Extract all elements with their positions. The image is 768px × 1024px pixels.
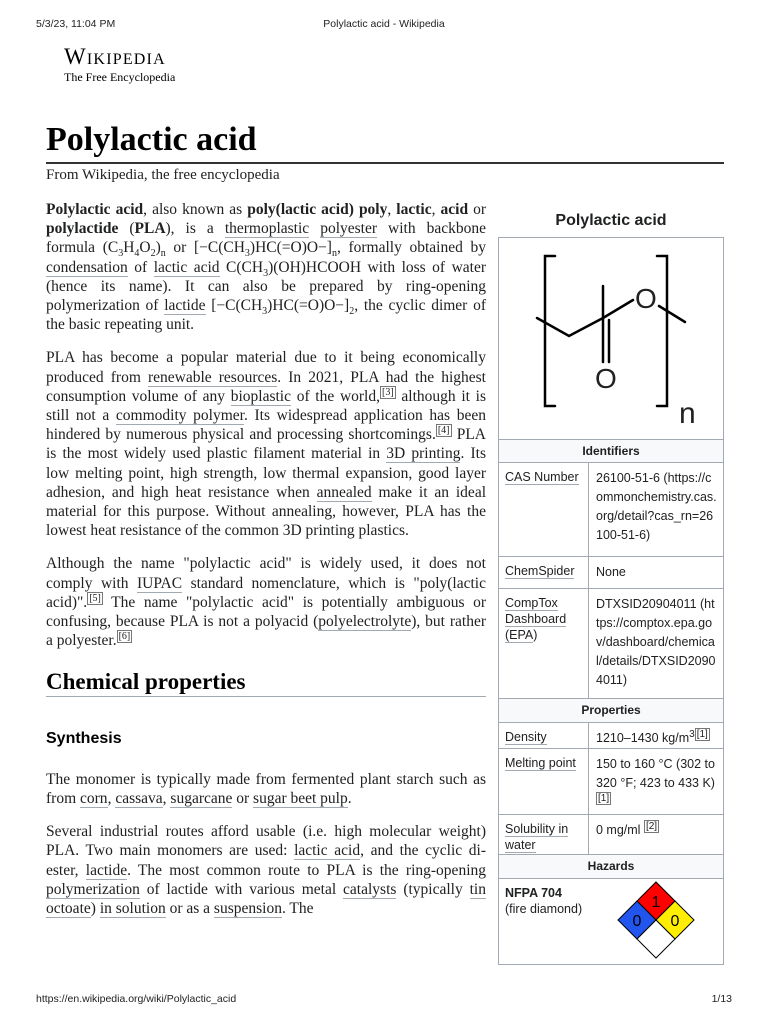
print-date: 5/3/23, 11:04 PM <box>36 18 116 30</box>
link-lactide[interactable]: lactide <box>85 861 128 879</box>
text: , and the cyclic di-ester, <box>46 842 487 879</box>
text: C(CH <box>219 258 264 276</box>
text: Although the name "polylactic acid" is widely used, it does not comply with <box>46 555 486 592</box>
subscript: 2 <box>349 306 355 318</box>
solubility-label <box>499 815 589 854</box>
link-catalysts[interactable]: catalysts <box>343 880 397 898</box>
print-title: Polylactic acid - Wikipedia <box>323 18 445 30</box>
flammability-value: 1 <box>651 894 661 911</box>
text: . The <box>281 900 314 918</box>
text: 1210–1430 kg/m <box>596 731 690 745</box>
row-solubility <box>498 815 724 855</box>
wikipedia-logo[interactable] <box>64 44 175 84</box>
link-thermoplastic[interactable]: thermoplastic <box>224 220 310 238</box>
superscript: 3 <box>689 728 695 740</box>
subscript: 2 <box>150 248 156 260</box>
subscript: 3 <box>118 248 124 260</box>
print-footer <box>36 993 732 1009</box>
article-body <box>46 200 486 932</box>
reference-link[interactable]: [5] <box>89 592 101 604</box>
text: . In 2021, PLA had the highest consumption volume of any <box>46 368 486 405</box>
text: standard nomenclature, which is "poly(lactic acid)". <box>46 574 486 611</box>
bold-term: Polylactic acid <box>46 201 144 218</box>
link-in-solution[interactable]: in solution <box>99 900 166 918</box>
text: , <box>431 201 441 218</box>
text: )HC(=O)O−] <box>249 239 332 257</box>
link-sugar-beet-pulp[interactable]: sugar beet pulp <box>253 790 348 808</box>
text: ) <box>155 239 161 257</box>
bold-term: acid <box>440 201 469 218</box>
from-line: From Wikipedia, the free encyclopedia <box>46 167 280 183</box>
paragraph-intro <box>46 200 486 334</box>
row-density <box>498 723 724 749</box>
melting-point-label <box>499 749 589 814</box>
text: . <box>347 790 352 808</box>
text: ), is a <box>165 220 225 238</box>
print-header <box>36 18 732 34</box>
reference-link[interactable]: [1] <box>696 728 708 740</box>
subscript: 3 <box>262 306 268 318</box>
text: ( <box>118 220 135 238</box>
paragraph-industrial-routes <box>46 822 486 918</box>
nfpa-link[interactable]: NFPA 704 <box>505 886 562 900</box>
link-polyelectrolyte[interactable]: polyelectrolyte <box>318 613 412 631</box>
reference-link[interactable]: [6] <box>118 631 131 643</box>
text: (typically <box>396 880 470 898</box>
link-renewable-resources[interactable]: renewable resources <box>147 368 278 386</box>
fire-diamond[interactable] <box>617 881 695 959</box>
text: or [−C(CH <box>165 239 245 257</box>
paragraph-naming <box>46 554 486 650</box>
text: ) <box>533 628 538 642</box>
melting-point-value <box>590 749 723 818</box>
infobox-title: Polylactic acid <box>555 212 667 229</box>
row-comptox <box>498 589 724 699</box>
comptox-label <box>499 589 589 698</box>
text: PLA is the most widely used plastic filament material in <box>46 426 486 463</box>
chemspider-link[interactable]: ChemSpider <box>505 564 575 578</box>
row-cas-number <box>498 463 724 557</box>
link-cassava[interactable]: cassava <box>115 790 163 808</box>
text: H <box>123 239 135 257</box>
text: . The most common route to PLA is the ring-opening <box>127 861 486 879</box>
text: PLA has become a popular material due to it being economically produced from <box>46 349 486 386</box>
text: of the world, <box>290 387 380 405</box>
link-condensation[interactable]: condensation <box>46 258 128 276</box>
paragraph-monomer <box>46 770 486 808</box>
text: 150 to 160 °C (302 to 320 °F; 423 to 433 K) <box>596 757 715 790</box>
paragraph-usage <box>46 348 486 540</box>
link-bioplastic[interactable]: bioplastic <box>230 387 291 405</box>
bold-term: lactic <box>396 201 432 218</box>
text: with backbone formula (C <box>46 220 486 257</box>
text: Several industrial routes afford usable (i.e. high molecular weight) PLA. Two main monomers are used: <box>46 823 486 860</box>
link-iupac[interactable]: IUPAC <box>137 574 183 592</box>
subscript: 4 <box>134 248 140 260</box>
text: , also known as <box>143 201 248 218</box>
link-lactide[interactable]: lactide <box>164 297 206 315</box>
text: although it is still not a <box>46 387 486 425</box>
text: of lactide with various metal <box>139 880 344 898</box>
text: The monomer is typically made from fermented plant starch such as from <box>46 770 486 808</box>
subscript: 3 <box>263 267 269 279</box>
link-lactic-acid[interactable]: lactic acid <box>153 258 220 276</box>
chemspider-value: None <box>596 565 626 579</box>
repeat-subscript-n: n <box>679 397 696 430</box>
fire-diamond-icon <box>617 881 695 959</box>
link-suspension[interactable]: suspension <box>213 900 282 918</box>
bold-term: poly(lactic acid) <box>247 201 354 218</box>
density-link[interactable]: Density <box>505 730 547 744</box>
text: ), but rather a polyester. <box>46 613 486 650</box>
density-label <box>499 723 589 748</box>
subscript: 3 <box>244 248 250 260</box>
print-url: https://en.wikipedia.org/wiki/Polylactic_acid <box>36 993 237 1005</box>
text: )HC(=O)O−] <box>267 297 350 315</box>
text <box>309 220 320 237</box>
infobox <box>498 207 724 965</box>
row-melting-point <box>498 749 724 815</box>
row-nfpa-704 <box>498 879 724 965</box>
comptox-value[interactable]: DTXSID20904011 (https://comptox.epa.gov/dashboard/chemical/details/DTXSID20904011) <box>596 597 716 687</box>
logo-wordmark: Wikipedia <box>64 44 166 69</box>
text: O <box>139 239 151 257</box>
text: ) <box>90 900 100 918</box>
reference-link[interactable]: [3] <box>382 386 394 398</box>
row-chemspider <box>498 557 724 589</box>
text: , <box>162 790 171 808</box>
link-lactic-acid[interactable]: lactic acid <box>294 842 361 860</box>
reference-link[interactable]: [4] <box>437 425 450 437</box>
epa-link[interactable]: EPA <box>509 628 534 642</box>
text: , the cyclic dimer of the basic repeating unit. <box>46 297 486 334</box>
text: [−C(CH <box>205 297 263 315</box>
bold-term: poly <box>358 201 388 218</box>
text: , <box>107 790 116 808</box>
section-hazards: Hazards <box>498 855 724 879</box>
nfpa-label <box>499 879 589 964</box>
text: make it an ideal material for this purpose. Without annealing, however, PLA has the lowest heat resistance of the common 3D printing plastics. <box>46 483 487 540</box>
link-3d-printing[interactable]: 3D printing <box>386 445 461 463</box>
text: . Its low melting point, high strength, low thermal expansion, good layer adhesion, and high heat resistance when <box>46 445 487 501</box>
cas-number-link[interactable]: CAS Number <box>505 470 579 484</box>
oxygen-carbonyl-label: O <box>595 363 617 394</box>
text: or as a <box>165 900 214 918</box>
reference-link[interactable]: [1] <box>598 792 610 804</box>
text: )(OH)HCOOH with loss of water (hence its name). It can also be prepared by ring-opening polymerization of <box>46 258 486 315</box>
text: , formally obtained by <box>336 239 486 257</box>
comptox-link[interactable]: CompTox Dashboard ( <box>505 596 567 642</box>
page-title: Polylactic acid <box>46 118 724 164</box>
text: (fire diamond) <box>505 902 583 916</box>
subscript: n <box>160 248 166 260</box>
subscript: n <box>331 248 337 260</box>
text: . Its widespread application has been hindered by numerous physical and processing shortcomings. <box>46 407 486 444</box>
link-corn[interactable]: corn <box>80 790 108 808</box>
text: of <box>127 258 154 276</box>
melting-point-link[interactable]: Melting point <box>505 756 576 770</box>
bold-term: PLA <box>134 220 166 238</box>
oxygen-bridge-label: O <box>635 283 657 314</box>
text: or <box>468 201 487 218</box>
subsection-heading-synthesis: Synthesis <box>46 729 122 747</box>
section-properties: Properties <box>498 699 724 723</box>
cas-value[interactable]: 26100-51-6 (https://commonchemistry.cas.org/detail?cas_rn=26100-51-6) <box>596 471 717 542</box>
solubility-link[interactable]: Solubility in water <box>505 822 569 852</box>
logo-tagline: The Free Encyclopedia <box>64 70 176 84</box>
cas-label <box>499 463 589 556</box>
text: or <box>232 790 254 808</box>
link-annealed[interactable]: annealed <box>316 483 372 501</box>
section-heading-chemical-properties: Chemical properties <box>46 672 486 696</box>
print-page-number: 1/13 <box>711 993 732 1005</box>
link-tin-octoate[interactable]: tin octoate <box>46 880 486 918</box>
health-value: 0 <box>632 913 642 930</box>
link-polymerization[interactable]: polymerization <box>46 880 140 898</box>
text: 0 mg/ml <box>596 823 644 837</box>
solubility-value <box>590 815 723 846</box>
link-sugarcane[interactable]: sugarcane <box>170 790 233 808</box>
link-commodity-polymer[interactable]: commodity polymer <box>115 407 244 425</box>
section-identifiers: Identifiers <box>498 439 724 463</box>
bold-term: polylactide <box>46 220 119 238</box>
reference-link[interactable]: [2] <box>645 820 658 832</box>
text: The name "polylactic acid" is potentially ambiguous or confusing, because PLA is not a polyacid ( <box>46 593 486 631</box>
chemspider-label <box>499 557 589 588</box>
link-polyester[interactable]: polyester <box>320 220 378 238</box>
instability-value: 0 <box>670 913 680 930</box>
text: , <box>387 201 397 218</box>
